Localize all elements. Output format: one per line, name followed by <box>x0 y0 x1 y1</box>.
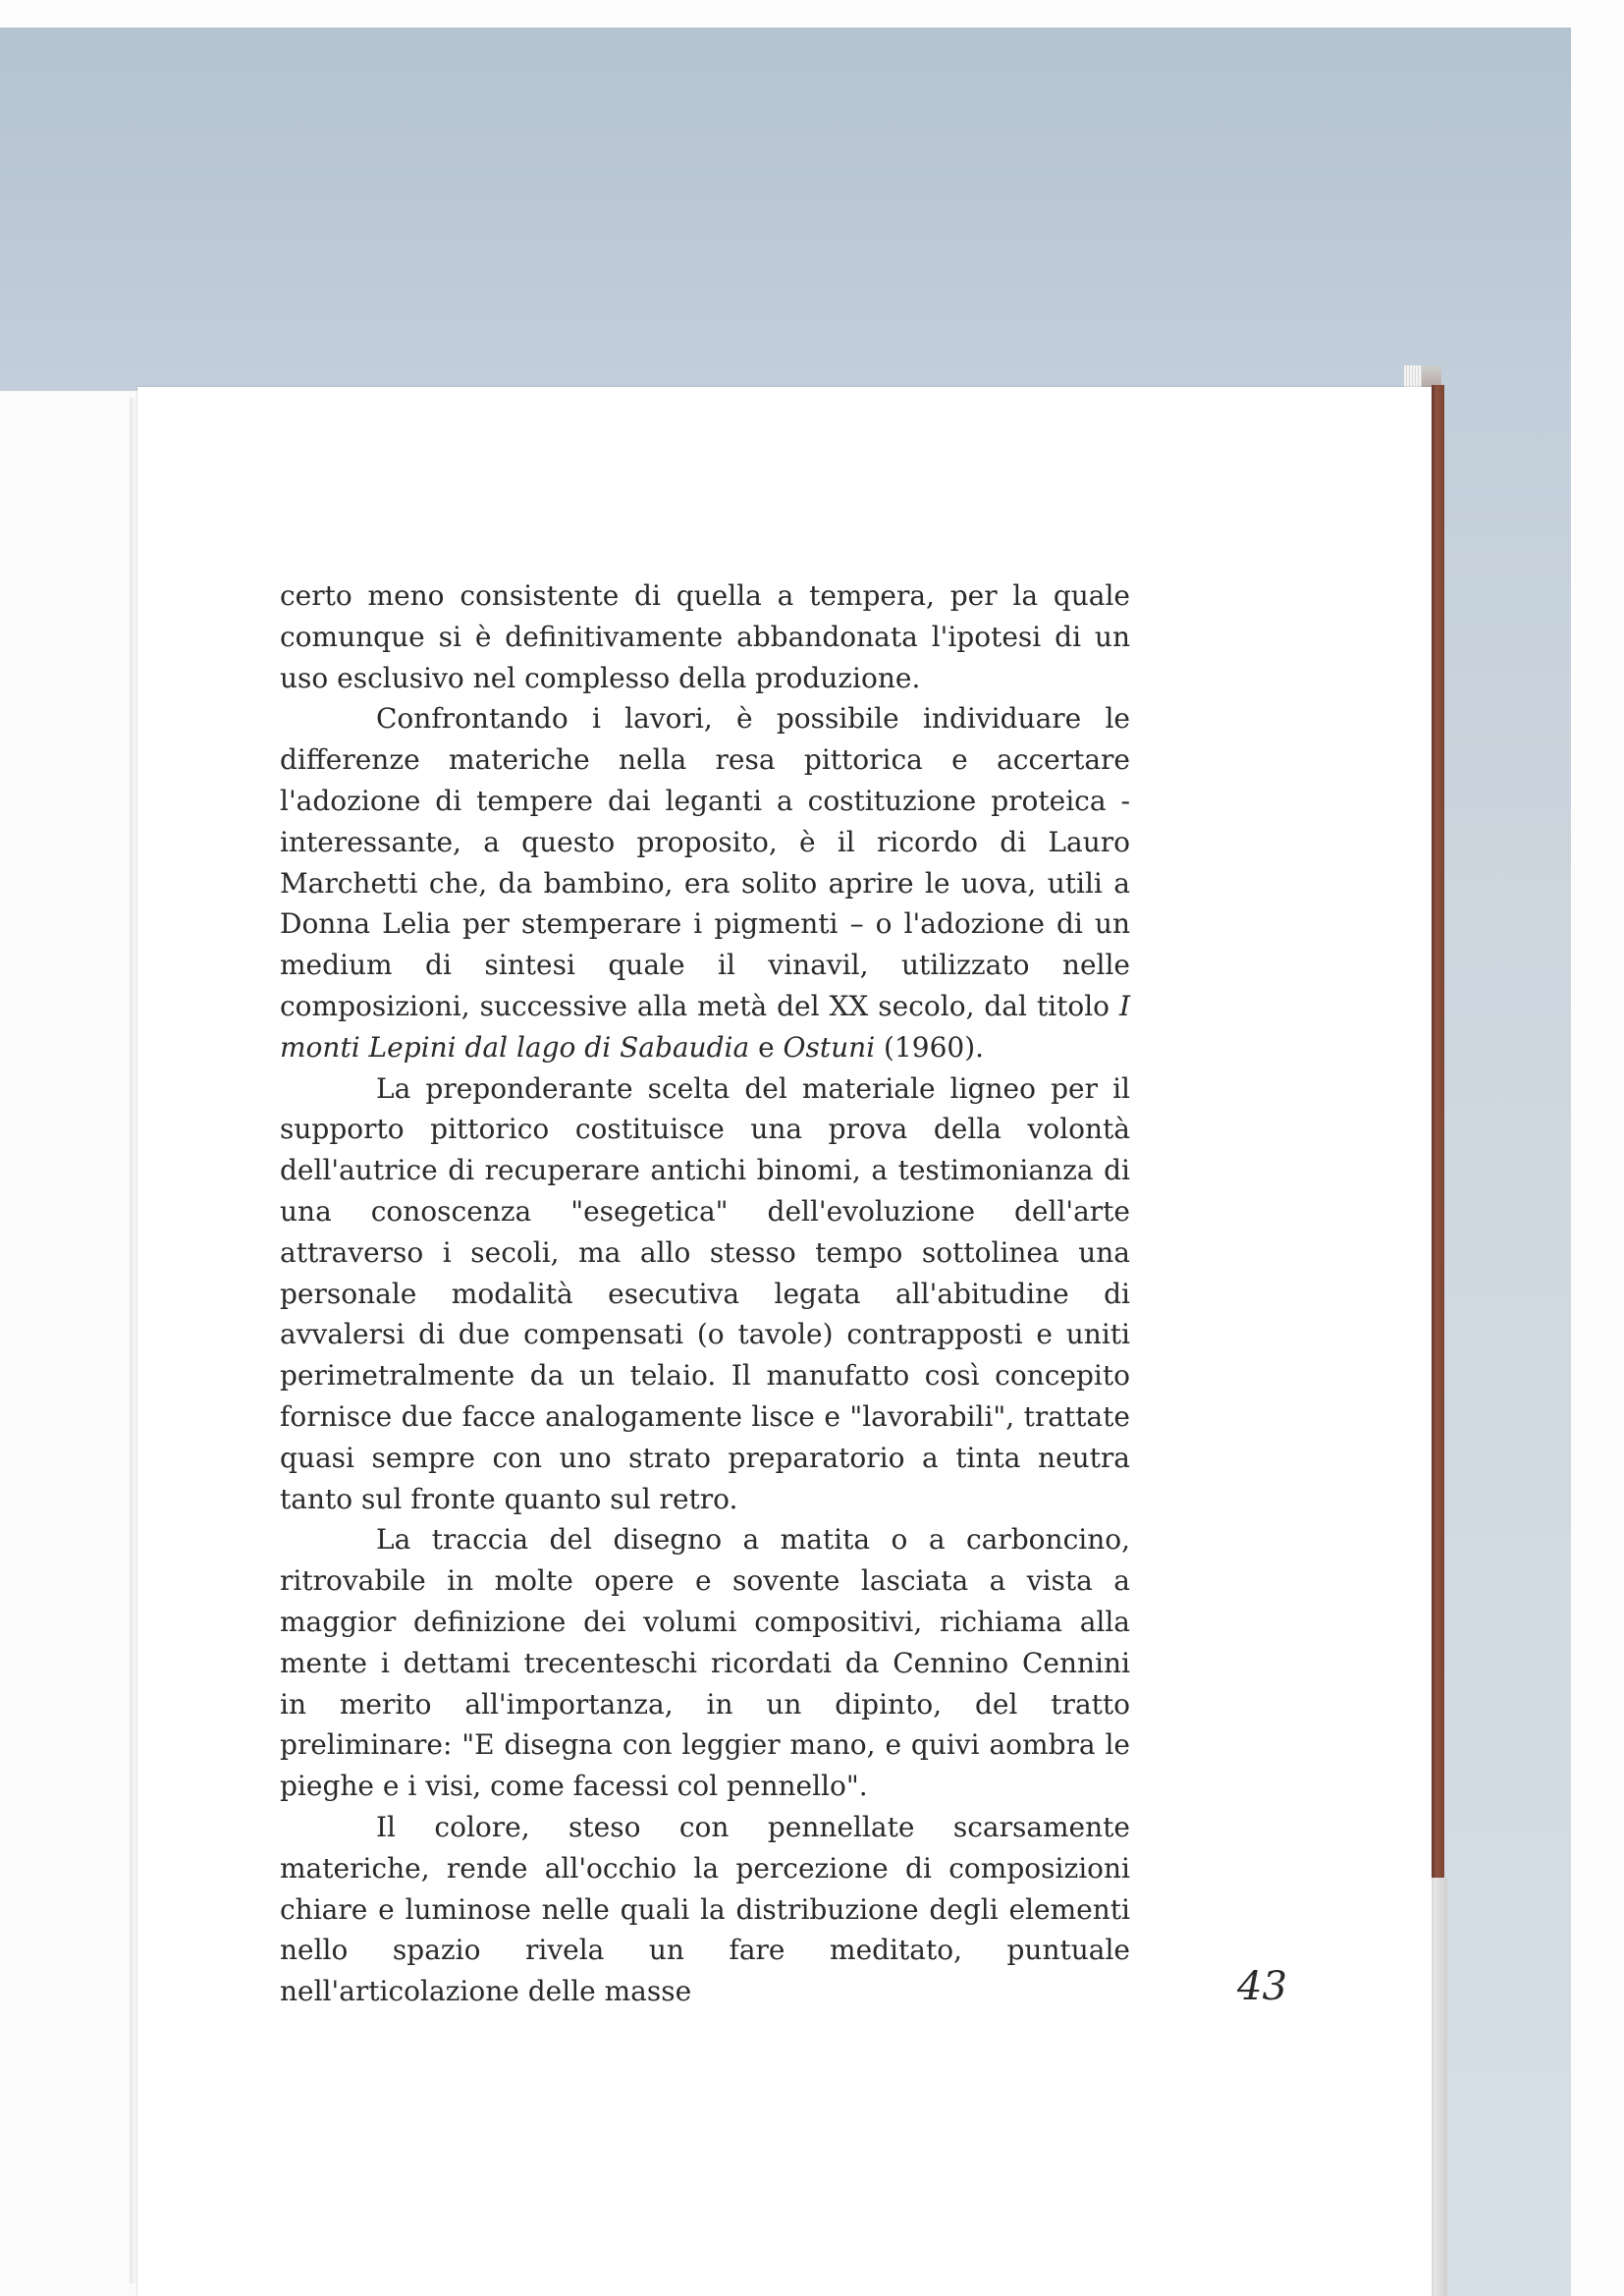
paragraph-2-end: (1960). <box>875 1030 985 1064</box>
paragraph-2-text: Confrontando i lavori, è possibile individuare le differenze materiche nella resa pittorica e accertare l'adozione di tempere dai leganti a costituzione proteica - interessante, a questo proposito, è il ricordo di Lauro Marchetti che, da bambino, era solito aprire le uova, utili a Donna Lelia per stemperare i pigmenti – o l'adozione di un medium di sintesi quale il vinavil, utilizzato nelle composizioni, successive alla metà del XX secolo, dal titolo <box>280 702 1130 1022</box>
artwork-title-monti-lepini: I monti Lepini dal lago di Sabaudia <box>280 989 1130 1064</box>
scan-top-margin <box>0 0 1571 27</box>
scan-right-margin <box>1571 0 1624 2296</box>
cover-edge <box>1432 385 1444 1878</box>
paragraph-4: La traccia del disegno a matita o a carboncino, ritrovabile in molte opere e sovente lasciata a vista a maggior definizione dei volumi compositivi, richiama alla mente i dettami trecenteschi ricordati da Cennino Cennini in merito all'importanza, in un dipinto, del tratto preliminare: "E disegna con leggier mano, e quivi aombra le pieghe e i visi, come facessi col pennello". <box>280 1523 1130 1803</box>
gutter-shadow <box>130 398 135 2283</box>
paragraph-1: certo meno consistente di quella a tempera, per la quale comunque si è definitivamente abbandonata l'ipotesi di un uso esclusivo nel complesso della produzione. <box>280 579 1130 694</box>
paragraph-2-connector: e <box>749 1030 784 1064</box>
paragraph-3: La preponderante scelta del materiale ligneo per il supporto pittorico costituisce una prova della volontà dell'autrice di recuperare antichi binomi, a testimonianza di una conoscenza "esegetica" dell'evoluzione dell'arte attraverso i secoli, ma allo stesso tempo sottolinea una personale modalità esecutiva legata all'abitudine di avvalersi di due compensati (o tavole) contrapposti e uniti perimetralmente da un telaio. Il manufatto così concepito fornisce due facce analogamente lisce e "lavorabili", trattate quasi sempre con uno strato preparatorio a tinta neutra tanto sul fronte quanto sul retro. <box>280 1071 1130 1515</box>
artwork-title-ostuni: Ostuni <box>783 1030 876 1064</box>
paragraph-2 <box>280 698 1130 1067</box>
page-number: 43 <box>1237 1964 1287 2009</box>
body-text <box>280 575 1130 2012</box>
paragraph-5: Il colore, steso con pennellate scarsamente materiche, rende all'occhio la percezione di composizioni chiare e luminose nelle quali la distribuzione degli elementi nello spazio rivela un fare meditato, puntuale nell'articolazione delle masse <box>280 1810 1130 2008</box>
cover-edge-lower <box>1434 1878 1447 2296</box>
left-page-edge <box>0 391 148 2296</box>
